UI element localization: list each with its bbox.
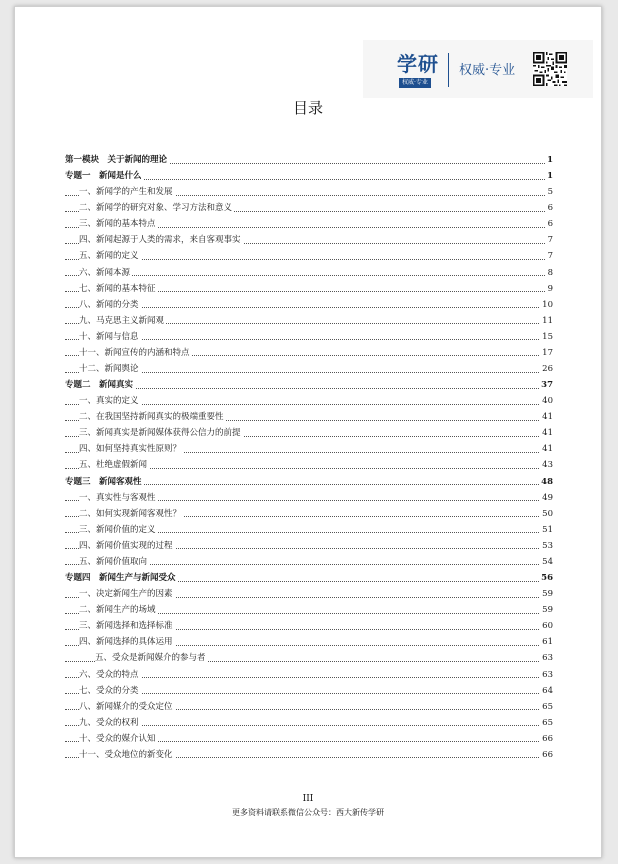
toc-entry-label: 专题四 新闻生产与新闻受众	[65, 570, 178, 586]
toc-entry[interactable]	[65, 731, 553, 747]
toc-entry-page: 49	[540, 490, 553, 506]
toc-entry[interactable]	[65, 248, 553, 264]
toc-entry[interactable]	[65, 361, 553, 377]
toc-entry[interactable]	[65, 506, 553, 522]
toc-entry-label: 二、新闻生产的场域	[79, 602, 158, 618]
toc-entry[interactable]	[65, 216, 553, 232]
toc-entry-label: 三、新闻价值的定义	[79, 522, 158, 538]
toc-entry-label: 专题一 新闻是什么	[65, 168, 144, 184]
toc-entry[interactable]	[65, 570, 553, 586]
toc-entry-label: 专题二 新闻真实	[65, 377, 135, 393]
toc-entry-page: 65	[540, 715, 553, 731]
toc-entry-page: 53	[540, 538, 553, 554]
toc-entry-page: 6	[546, 200, 553, 216]
toc-entry-page: 10	[540, 297, 553, 313]
toc-entry[interactable]	[65, 667, 553, 683]
toc-entry-label: 六、新闻本源	[79, 265, 132, 281]
toc-entry[interactable]	[65, 747, 553, 763]
toc-entry[interactable]	[65, 425, 553, 441]
toc-entry-page: 66	[540, 731, 553, 747]
logo-divider	[448, 53, 449, 87]
toc-entry[interactable]	[65, 683, 553, 699]
toc-entry-label: 五、杜绝虚假新闻	[79, 457, 149, 473]
toc-entry-label: 二、在我国坚持新闻真实的极端重要性	[79, 409, 226, 425]
logo-slogan: 权威·专业	[459, 63, 516, 78]
toc-entry-label: 二、如何实现新闻客观性？	[79, 506, 183, 522]
toc-entry[interactable]	[65, 522, 553, 538]
toc-entry-label: 九、受众的权利	[79, 715, 141, 731]
toc-entry-page: 59	[540, 602, 553, 618]
toc-entry-label: 十一、受众地位的新变化	[79, 747, 175, 763]
toc-entry-page: 1	[545, 168, 553, 184]
toc-entry[interactable]	[65, 602, 553, 618]
toc-entry-page: 61	[540, 634, 553, 650]
toc-entry-page: 41	[540, 441, 553, 457]
page-number: III	[302, 794, 314, 804]
toc-entry-label: 七、新闻的基本特征	[79, 281, 158, 297]
toc-entry-label: 九、马克思主义新闻观	[79, 313, 166, 329]
toc-entry-label: 七、受众的分类	[79, 683, 141, 699]
toc-entry-page: 59	[540, 586, 553, 602]
toc-entry[interactable]	[65, 554, 553, 570]
toc-entry-label: 四、新闻选择的具体运用	[79, 634, 175, 650]
toc-leader-dots	[65, 388, 547, 389]
toc-entry-page: 1	[545, 152, 553, 168]
toc-entry-page: 66	[540, 747, 553, 763]
toc-leader-dots	[65, 275, 547, 276]
toc-entry[interactable]	[65, 168, 553, 184]
toc-entry-page: 40	[540, 393, 553, 409]
document-page	[14, 6, 602, 858]
toc-entry-label: 专题三 新闻客观性	[65, 474, 144, 490]
toc-entry-label: 三、新闻的基本特点	[79, 216, 158, 232]
toc-entry-label: 五、受众是新闻媒介的参与者	[95, 650, 208, 666]
toc-entry[interactable]	[65, 490, 553, 506]
toc-entry[interactable]	[65, 281, 553, 297]
toc-entry-label: 八、新闻的分类	[79, 297, 141, 313]
toc-entry-page: 7	[546, 232, 553, 248]
toc-entry-page: 48	[539, 474, 553, 490]
toc-entry-label: 六、受众的特点	[79, 667, 141, 683]
toc-entry-label: 二、新闻学的研究对象、学习方法和意义	[79, 200, 234, 216]
toc-entry[interactable]	[65, 441, 553, 457]
toc-entry-label: 三、新闻选择和选择标准	[79, 618, 175, 634]
toc-entry[interactable]	[65, 474, 553, 490]
toc-entry-page: 11	[540, 313, 553, 329]
toc-entry-page: 43	[540, 457, 553, 473]
toc-entry-page: 63	[540, 650, 553, 666]
toc-entry-page: 6	[546, 216, 553, 232]
toc-entry-page: 5	[546, 184, 553, 200]
toc-entry[interactable]	[65, 200, 553, 216]
toc-entry-page: 64	[540, 683, 553, 699]
toc-entry-page: 50	[540, 506, 553, 522]
toc-entry[interactable]	[65, 265, 553, 281]
toc-entry-page: 26	[540, 361, 553, 377]
toc-entry-page: 15	[540, 329, 553, 345]
toc-entry-label: 五、新闻价值取向	[79, 554, 149, 570]
toc-entry-page: 65	[540, 699, 553, 715]
toc-entry[interactable]	[65, 715, 553, 731]
toc-list	[65, 152, 553, 763]
toc-entry-label: 八、新闻媒介的受众定位	[79, 699, 175, 715]
toc-entry-label: 一、决定新闻生产的因素	[79, 586, 175, 602]
toc-entry-label: 一、真实的定义	[79, 393, 141, 409]
toc-entry[interactable]	[65, 634, 553, 650]
toc-entry-page: 63	[540, 667, 553, 683]
toc-entry-page: 54	[540, 554, 553, 570]
toc-entry-label: 十二、新闻舆论	[79, 361, 141, 377]
toc-entry-label: 四、如何坚持真实性原则？	[79, 441, 183, 457]
toc-entry-label: 四、新闻起源于人类的需求，来自客观事实	[79, 232, 243, 248]
toc-entry-label: 十、新闻与信息	[79, 329, 141, 345]
toc-entry-page: 56	[539, 570, 553, 586]
toc-entry-page: 7	[546, 248, 553, 264]
toc-entry-label: 四、新闻价值实现的过程	[79, 538, 175, 554]
toc-entry-page: 37	[539, 377, 553, 393]
toc-entry[interactable]	[65, 377, 553, 393]
toc-entry-label: 十、受众的媒介认知	[79, 731, 158, 747]
toc-entry[interactable]	[65, 313, 553, 329]
logo-sub-tag: 权威·专业	[399, 78, 431, 88]
toc-entry[interactable]	[65, 297, 553, 313]
toc-entry-page: 41	[540, 409, 553, 425]
toc-entry[interactable]	[65, 699, 553, 715]
toc-entry-page: 9	[546, 281, 553, 297]
logo-brand: 学研	[397, 52, 439, 76]
qr-code-icon	[533, 52, 567, 86]
toc-entry[interactable]	[65, 457, 553, 473]
toc-entry[interactable]	[65, 393, 553, 409]
toc-entry-label: 十一、新闻宣传的内涵和特点	[79, 345, 192, 361]
toc-entry[interactable]	[65, 618, 553, 634]
toc-entry[interactable]	[65, 586, 553, 602]
toc-entry[interactable]	[65, 184, 553, 200]
toc-entry[interactable]	[65, 232, 553, 248]
toc-entry-label: 一、新闻学的产生和发展	[79, 184, 175, 200]
toc-entry-page: 8	[546, 265, 553, 281]
toc-entry[interactable]	[65, 538, 553, 554]
toc-entry-page: 60	[540, 618, 553, 634]
page-title: 目录	[292, 99, 323, 117]
toc-entry-page: 41	[540, 425, 553, 441]
toc-entry-page: 51	[540, 522, 553, 538]
toc-entry[interactable]	[65, 409, 553, 425]
toc-entry[interactable]	[65, 650, 553, 666]
toc-entry[interactable]	[65, 152, 553, 168]
toc-entry[interactable]	[65, 345, 553, 361]
footer-note: 更多资料请联系微信公众号：西大新传学研	[232, 808, 384, 817]
toc-entry-label: 五、新闻的定义	[79, 248, 141, 264]
toc-entry-label: 一、真实性与客观性	[79, 490, 158, 506]
toc-entry-label: 第一模块 关于新闻的理论	[65, 152, 169, 168]
toc-entry-label: 三、新闻真实是新闻媒体获得公信力的前提	[79, 425, 243, 441]
toc-entry[interactable]	[65, 329, 553, 345]
header-logo	[363, 40, 593, 98]
toc-entry-page: 17	[540, 345, 553, 361]
